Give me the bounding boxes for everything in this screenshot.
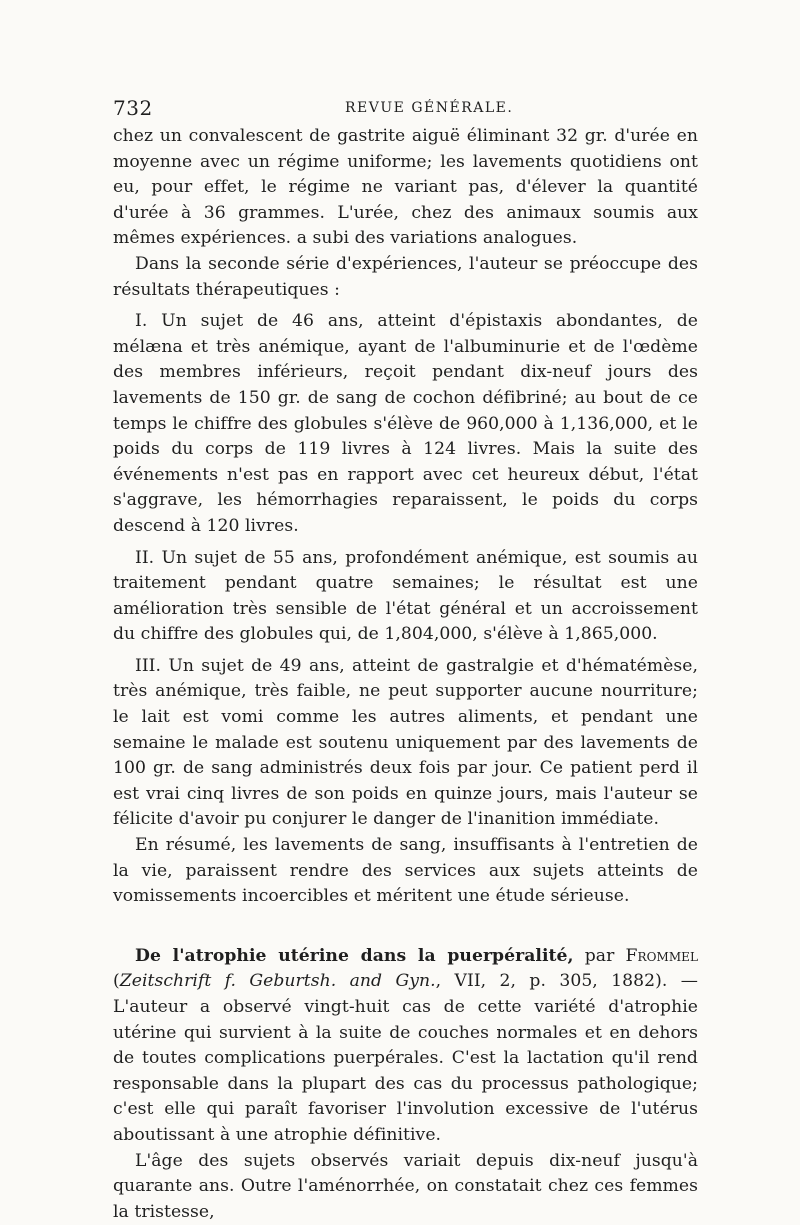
case-1-paragraph: I. Un sujet de 46 ans, atteint d'épistaxis abondantes, de mélæna et très anémique, ayant de l'albuminurie et de l'œdème des membres inférieurs, reçoit pendant dix-neuf jours des lavements de 150 gr. de sang de cochon défibriné; au bout de ce temps le chiffre des globules s'élève de 960,000 à 1,136,000, et le poids du corps de 119 livres à 124 livres. Mais la suite des événements n'est pas en rapport avec cet heureux début, l'état s'aggrave, les hémorrhagies reparaissent, le poids du corps descend à 120 livres. — [113, 311, 698, 536]
header-title: REVUE GÉNÉRALE. — [345, 100, 514, 116]
article-journal: Zeitschrift f. Geburtsh. and Gyn. — [119, 971, 436, 992]
paragraph-8: L'âge des sujets observés variait depuis dix-neuf jusqu'à quarante ans. Outre l'aménorrhée, on constatait chez ces femmes la tristesse, — [113, 1150, 698, 1222]
page — [113, 96, 698, 1225]
case-2-paragraph: II. Un sujet de 55 ans, profondément anémique, est soumis au traitement pendant quatre semaines; le résultat est une amélioration très sensible de l'état général et un accroissement du chiffre des globules qui, de 1,804,000, s'élève à 1,865,000. — [113, 547, 698, 645]
case-3-paragraph: III. Un sujet de 49 ans, atteint de gastralgie et d'hématémèse, très anémique, très faible, ne peut supporter aucune nourriture; le lait est vomi comme les autres aliments, et pendant une semaine le malade est soutenu uniquement par des lavements de 100 gr. de sang administrés deux fois par jour. Ce patient perd il est vrai cinq livres de son poids en quinze jours, mais l'auteur se félicite d'avoir pu conjurer le danger de l'inanition immédiate. — [113, 655, 698, 830]
paragraph-1: chez un convalescent de gastrite aiguë éliminant 32 gr. d'urée en moyenne avec un régime uniforme; les lavements quotidiens ont eu, pour effet, le régime ne variant pas, d'élever la quantité d'urée à 36 grammes. L'urée, chez des animaux soumis aux mêmes expériences. a subi des variations analogues. — [113, 126, 698, 249]
article-paragraph — [113, 944, 698, 1149]
article-citation: , VII, 2, p. 305, 1882). — — [435, 971, 698, 992]
running-header — [113, 96, 698, 124]
section-gap — [113, 910, 698, 944]
article-title: De l'atrophie utérine dans la puerpéralité, — [135, 945, 574, 966]
paragraph-2: Dans la seconde série d'expériences, l'auteur se préoccupe des résultats thérapeutiques : — [113, 253, 698, 300]
article-author: Frommel — [625, 945, 698, 966]
body-text — [113, 124, 698, 1225]
article-by: par — [573, 945, 626, 966]
page-number: 732 — [113, 96, 153, 120]
article-open-paren: ( — [113, 971, 120, 992]
article-text: L'auteur a observé vingt-huit cas de cette variété d'atrophie utérine qui survient à la suite de couches normales et en dehors de toutes complications puerpérales. C'est la lactation qu'il rend responsable dans la plupart des cas du processus pathologique; c'est elle qui paraît favoriser l'involution excessive de l'utérus aboutissant à une atrophie définitive. — [113, 997, 698, 1145]
summary-paragraph: En résumé, les lavements de sang, insuffisants à l'entretien de la vie, paraissent rendre des services aux sujets atteints de vomissements incoercibles et méritent une étude sérieuse. — [113, 835, 698, 907]
